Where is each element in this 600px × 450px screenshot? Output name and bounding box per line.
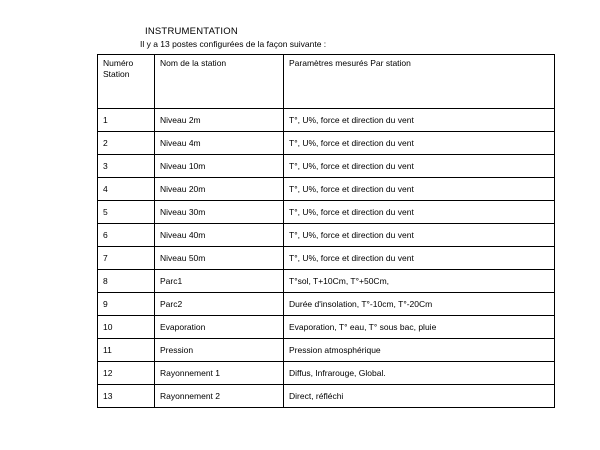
- header-parameters: Paramètres mesurés Par station: [284, 55, 555, 109]
- station-name-cell: Parc2: [155, 293, 284, 316]
- header-station-name: Nom de la station: [155, 55, 284, 109]
- page-title: INSTRUMENTATION: [145, 26, 238, 37]
- table-header-row: [98, 55, 555, 109]
- station-number-cell: 10: [98, 316, 155, 339]
- station-name-cell: Parc1: [155, 270, 284, 293]
- table-row: [98, 293, 555, 316]
- parameters-cell: Direct, réfléchi: [284, 385, 555, 408]
- table-row: [98, 224, 555, 247]
- parameters-cell: Evaporation, T° eau, T° sous bac, pluie: [284, 316, 555, 339]
- table-row: [98, 316, 555, 339]
- station-name-cell: Evaporation: [155, 316, 284, 339]
- table-body: [98, 109, 555, 408]
- station-name-cell: Niveau 30m: [155, 201, 284, 224]
- station-name-cell: Niveau 10m: [155, 155, 284, 178]
- parameters-cell: Durée d'insolation, T°-10cm, T°-20Cm: [284, 293, 555, 316]
- parameters-cell: Pression atmosphérique: [284, 339, 555, 362]
- table-row: [98, 247, 555, 270]
- table-row: [98, 155, 555, 178]
- station-number-cell: 9: [98, 293, 155, 316]
- table-row: [98, 270, 555, 293]
- parameters-cell: T°, U%, force et direction du vent: [284, 224, 555, 247]
- stations-table: [97, 54, 555, 408]
- station-name-cell: Niveau 40m: [155, 224, 284, 247]
- station-number-cell: 4: [98, 178, 155, 201]
- table-row: [98, 132, 555, 155]
- station-number-cell: 6: [98, 224, 155, 247]
- station-name-cell: Rayonnement 2: [155, 385, 284, 408]
- station-name-cell: Pression: [155, 339, 284, 362]
- station-number-cell: 1: [98, 109, 155, 132]
- station-name-cell: Niveau 2m: [155, 109, 284, 132]
- station-number-cell: 5: [98, 201, 155, 224]
- parameters-cell: T°, U%, force et direction du vent: [284, 178, 555, 201]
- station-name-cell: Niveau 50m: [155, 247, 284, 270]
- station-number-cell: 11: [98, 339, 155, 362]
- parameters-cell: T°, U%, force et direction du vent: [284, 155, 555, 178]
- station-name-cell: Niveau 4m: [155, 132, 284, 155]
- table-row: [98, 385, 555, 408]
- station-number-cell: 12: [98, 362, 155, 385]
- table-row: [98, 339, 555, 362]
- parameters-cell: T°, U%, force et direction du vent: [284, 132, 555, 155]
- station-number-cell: 3: [98, 155, 155, 178]
- station-number-cell: 2: [98, 132, 155, 155]
- page-subtitle: Il y a 13 postes configurées de la façon suivante :: [140, 39, 327, 49]
- station-number-cell: 8: [98, 270, 155, 293]
- station-number-cell: 7: [98, 247, 155, 270]
- parameters-cell: Diffus, Infrarouge, Global.: [284, 362, 555, 385]
- parameters-cell: T°sol, T+10Cm, T°+50Cm,: [284, 270, 555, 293]
- table-row: [98, 201, 555, 224]
- parameters-cell: T°, U%, force et direction du vent: [284, 247, 555, 270]
- table-row: [98, 109, 555, 132]
- station-number-cell: 13: [98, 385, 155, 408]
- parameters-cell: T°, U%, force et direction du vent: [284, 109, 555, 132]
- parameters-cell: T°, U%, force et direction du vent: [284, 201, 555, 224]
- table-row: [98, 362, 555, 385]
- station-name-cell: Niveau 20m: [155, 178, 284, 201]
- header-station-number: Numéro Station: [98, 55, 155, 109]
- station-name-cell: Rayonnement 1: [155, 362, 284, 385]
- table-row: [98, 178, 555, 201]
